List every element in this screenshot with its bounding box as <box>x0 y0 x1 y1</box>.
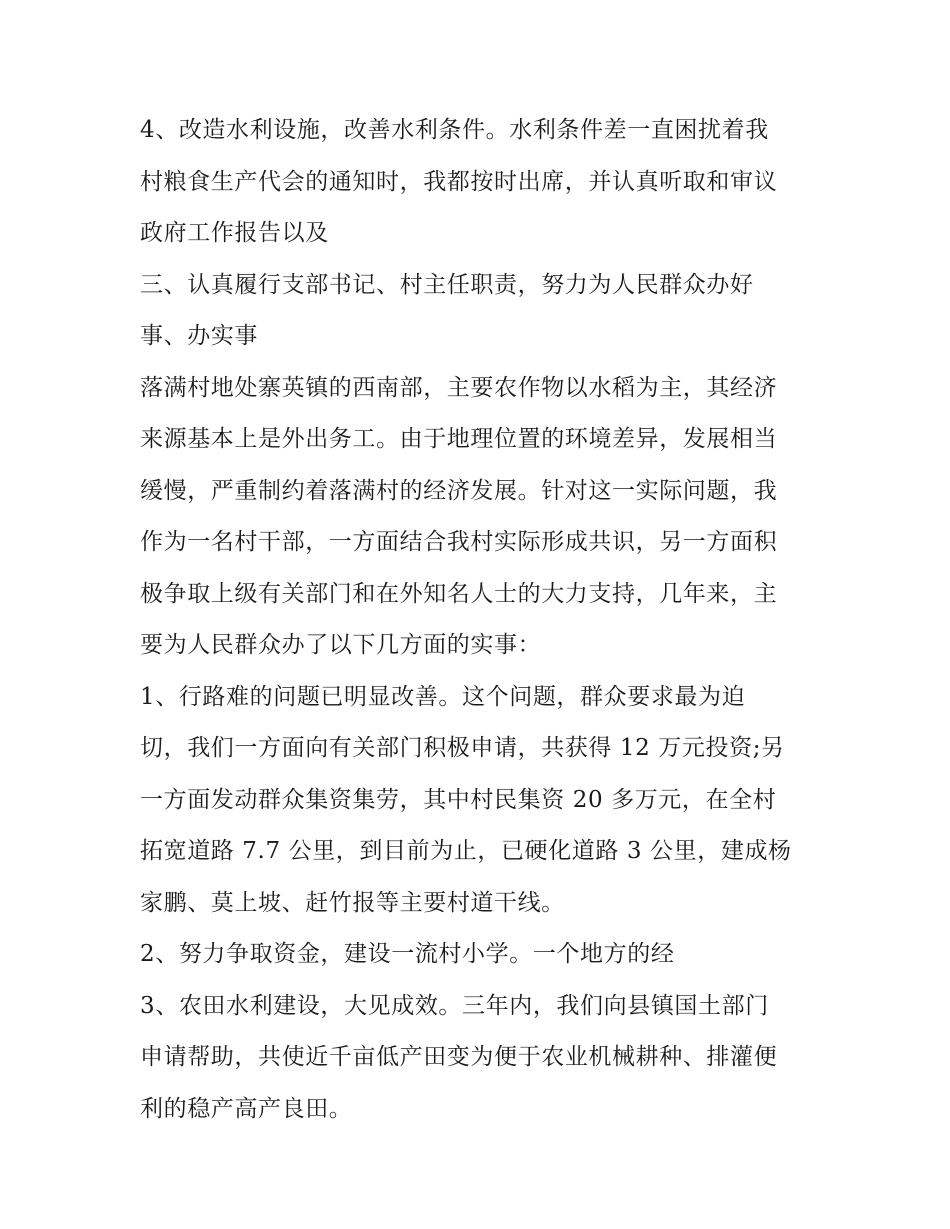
text-line: 家鹏、莫上坡、赶竹报等主要村道干线。 <box>140 889 565 916</box>
text-line: 申请帮助，共使近千亩低产田变为便于农业机械耕种、排灌便 <box>140 1044 778 1070</box>
document-body <box>140 105 820 1135</box>
text-line: 落满村地处寨英镇的西南部，主要农作物以水稻为主，其经济 <box>140 374 778 401</box>
section-heading: 三、认真履行支部书记、村主任职责，努力为人民群众办好 <box>140 271 754 298</box>
list-item: 3、农田水利建设，大见成效。三年内，我们向县镇国土部门 <box>140 992 769 1019</box>
list-item: 2、努力争取资金，建设一流村小学。一个地方的经 <box>140 941 675 967</box>
text-line: 作为一名村干部，一方面结合我村实际形成共识，另一方面积 <box>140 529 778 555</box>
text-line: 村粮食生产代会的通知时，我都按时出席，并认真听取和审议 <box>140 168 778 195</box>
text-line: 一方面发动群众集资集劳，其中村民集资 20 多万元，在全村 <box>140 786 777 813</box>
text-line: 极争取上级有关部门和在外知名人士的大力支持，几年来，主 <box>140 580 778 607</box>
text-line: 4、改造水利设施，改善水利条件。水利条件差一直困扰着我 <box>140 117 769 143</box>
text-line: 政府工作报告以及 <box>140 220 329 246</box>
text-line: 来源基本上是外出务工。由于地理位置的环境差异，发展相当 <box>140 426 778 452</box>
list-item: 1、行路难的问题已明显改善。这个问题，群众要求最为迫 <box>140 683 746 710</box>
text-line: 利的稳产高产良田。 <box>140 1095 353 1122</box>
text-line: 拓宽道路 7.7 公里，到目前为止，已硬化道路 3 公里，建成杨 <box>140 838 792 864</box>
text-line: 要为人民群众办了以下几方面的实事： <box>140 632 542 658</box>
section-heading: 事、办实事 <box>140 323 258 349</box>
text-line: 缓慢，严重制约着落满村的经济发展。针对这一实际问题，我 <box>140 477 778 504</box>
text-line: 切，我们一方面向有关部门积极申请，共获得 12 万元投资;另 <box>140 735 785 761</box>
